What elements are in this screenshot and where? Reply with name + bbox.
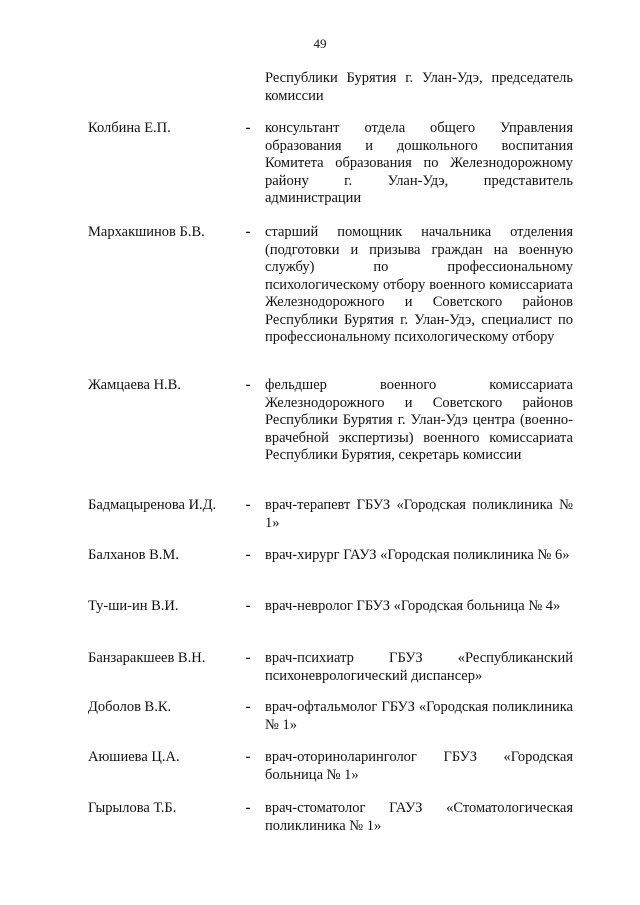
dash-separator: - — [245, 749, 251, 765]
member-position: врач-невролог ГБУЗ «Городская больница № 4» — [265, 598, 561, 614]
dash-separator: - — [245, 650, 251, 666]
dash-separator: - — [245, 800, 251, 816]
member-name: Аюшиева Ц.А. — [88, 749, 180, 765]
member-position: врач-оториноларинголог ГБУЗ «Городская больница № 1» — [265, 749, 573, 783]
member-position: врач-стоматолог ГАУЗ «Стоматологическая поликлиника № 1» — [265, 800, 573, 834]
member-position: консультант отдела общего Управления образования и дошкольного воспитания Комитета образования по Железнодорожному району г. Улан-Удэ, представитель администрации — [265, 120, 573, 206]
member-position: врач-терапевт ГБУЗ «Городская поликлиника № 1» — [265, 497, 573, 531]
member-name: Доболов В.К. — [88, 699, 172, 715]
member-position: фельдшер военного комиссариата Железнодорожного и Советского районов Республики Бурятия г. Улан-Удэ центра (военно-врачебной экспертизы) военного комиссариата Республики Бурятия, секретарь комиссии — [265, 377, 573, 463]
member-position: врач-хирург ГАУЗ «Городская поликлиника № 6» — [265, 547, 570, 563]
dash-separator: - — [245, 224, 251, 240]
dash-separator: - — [245, 497, 251, 513]
dash-separator: - — [245, 547, 251, 563]
member-name: Банзаракшеев В.Н. — [88, 650, 206, 666]
member-name: Жамцаева Н.В. — [88, 377, 181, 393]
member-position: врач-психиатр ГБУЗ «Республиканский психоневрологический диспансер» — [265, 650, 573, 684]
dash-separator: - — [245, 699, 251, 715]
member-name: Мархакшинов Б.В. — [88, 224, 205, 240]
member-name: Ту-ши-ин В.И. — [88, 598, 179, 614]
member-position: старший помощник начальника отделения (подготовки и призыва граждан на военную службу) по профессиональному психологическому отбору военного комиссариата Железнодорожного и Советского районов Республики Бурятия г. Улан-Удэ, специалист по профессиональному психологическому отбору — [265, 224, 573, 345]
continuation-text: Республики Бурятия г. Улан-Удэ, председатель комиссии — [265, 70, 573, 104]
page-number: 49 — [313, 36, 327, 51]
member-position: врач-офтальмолог ГБУЗ «Городская поликлиника № 1» — [265, 699, 573, 733]
dash-separator: - — [245, 377, 251, 393]
dash-separator: - — [245, 598, 251, 614]
member-name: Колбина Е.П. — [88, 120, 171, 136]
member-name: Бадмацыренова И.Д. — [88, 497, 217, 513]
member-name: Гырылова Т.Б. — [88, 800, 177, 816]
member-name: Балханов В.М. — [88, 547, 179, 563]
dash-separator: - — [245, 120, 251, 136]
